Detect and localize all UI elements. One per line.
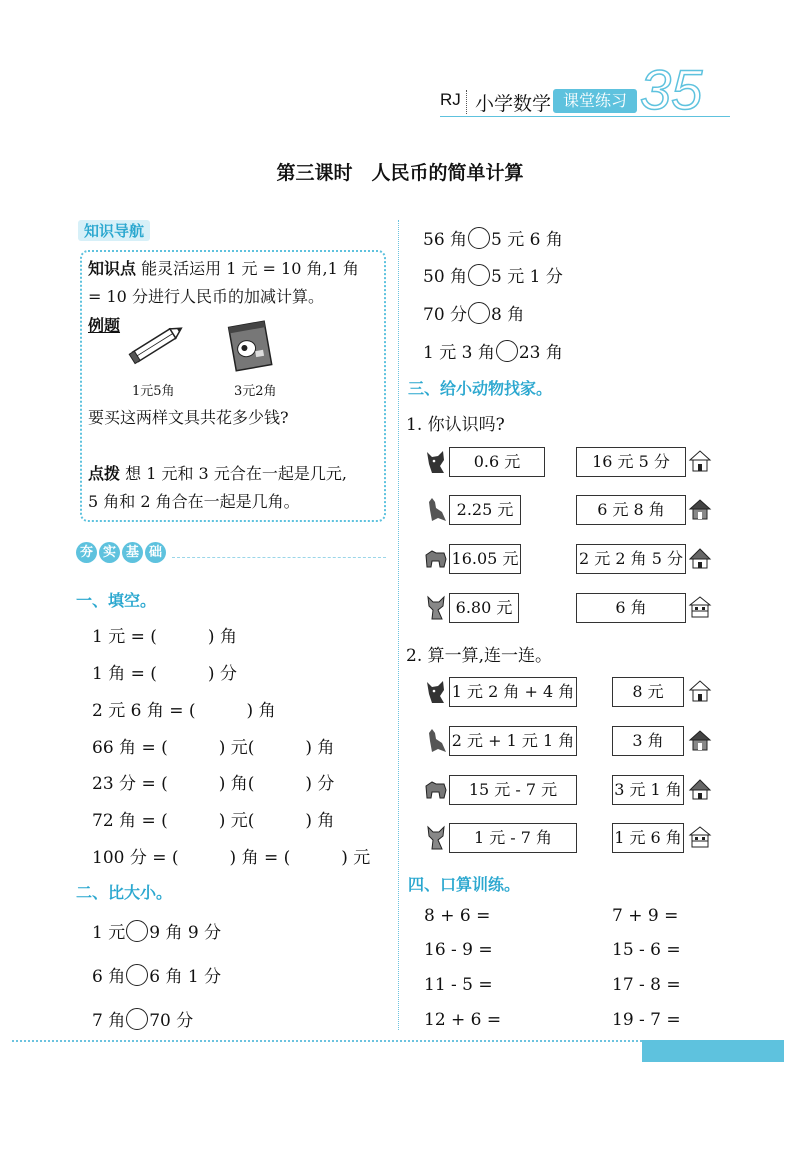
calc-item: 8 + 6 = bbox=[424, 906, 491, 926]
q2-left-box[interactable]: 1 元 - 7 角 bbox=[449, 823, 577, 853]
compare-circle[interactable] bbox=[468, 264, 490, 286]
example-question: 要买这两样文具共花多少钱? bbox=[88, 408, 289, 427]
compare-right: 6 角 1 分 bbox=[149, 967, 222, 987]
q2-right-box[interactable]: 1 元 6 角 bbox=[612, 823, 684, 853]
hint-line1 bbox=[88, 461, 347, 487]
q2-title: 2. 算一算,连一连。 bbox=[406, 646, 553, 666]
banner-char: 实 bbox=[99, 542, 120, 563]
house-icon bbox=[688, 777, 712, 801]
dog-icon bbox=[424, 776, 448, 802]
header-separator bbox=[466, 90, 467, 114]
fill-item: 66 角 = ( ) 元( ) 角 bbox=[92, 738, 335, 758]
column-divider bbox=[398, 220, 399, 1030]
compare-item bbox=[423, 338, 563, 363]
compare-circle[interactable] bbox=[468, 302, 490, 324]
dog-icon bbox=[424, 545, 448, 571]
q1-right-box[interactable]: 6 角 bbox=[576, 593, 686, 623]
hint-head: 点拨 bbox=[88, 464, 121, 483]
q1-right-box[interactable]: 2 元 2 角 5 分 bbox=[576, 544, 686, 574]
compare-circle[interactable] bbox=[126, 1008, 148, 1030]
banner-rule bbox=[172, 557, 386, 558]
compare-circle[interactable] bbox=[126, 920, 148, 942]
fox-icon bbox=[424, 594, 448, 620]
fill-item: 100 分 = ( ) 角 = ( ) 元 bbox=[92, 848, 371, 868]
header-badge: 课堂练习 bbox=[553, 89, 637, 113]
q1-left-box[interactable]: 0.6 元 bbox=[449, 447, 545, 477]
house-icon bbox=[688, 595, 712, 619]
hint-text1: 想 1 元和 3 元合在一起是几元, bbox=[125, 464, 347, 483]
fill-item: 2 元 6 角 = ( ) 角 bbox=[92, 701, 276, 721]
q1-left-box[interactable]: 2.25 元 bbox=[449, 495, 521, 525]
header-rule bbox=[440, 116, 730, 117]
compare-item bbox=[423, 225, 563, 250]
page-number: 35 bbox=[640, 58, 703, 121]
compare-circle[interactable] bbox=[496, 340, 518, 362]
q1-left-box[interactable]: 6.80 元 bbox=[449, 593, 519, 623]
fill-item: 72 角 = ( ) 元( ) 角 bbox=[92, 811, 335, 831]
house-icon bbox=[688, 497, 712, 521]
header-subject: 小学数学 bbox=[475, 93, 552, 115]
banner-char: 础 bbox=[145, 542, 166, 563]
knowledge-point-text1: 能灵活运用 1 元 = 10 角,1 角 bbox=[141, 259, 359, 278]
house-icon bbox=[688, 679, 712, 703]
banner-char: 基 bbox=[122, 542, 143, 563]
compare-left: 7 角 bbox=[92, 1011, 126, 1031]
calc-item: 16 - 9 = bbox=[424, 940, 493, 960]
compare-right: 23 角 bbox=[518, 343, 563, 363]
kangaroo-icon bbox=[424, 727, 448, 753]
page-title: 第三课时 人民币的简单计算 bbox=[276, 162, 524, 184]
compare-circle[interactable] bbox=[468, 227, 490, 249]
compare-right: 70 分 bbox=[149, 1011, 194, 1031]
knowledge-label: 知识导航 bbox=[78, 220, 150, 241]
q2-right-box[interactable]: 3 角 bbox=[612, 726, 684, 756]
q2-left-box[interactable]: 15 元 - 7 元 bbox=[449, 775, 577, 805]
compare-right: 9 角 9 分 bbox=[149, 923, 222, 943]
compare-right: 5 元 1 分 bbox=[491, 267, 563, 287]
knowledge-point-head: 知识点 bbox=[88, 259, 137, 278]
q2-right-box[interactable]: 3 元 1 角 bbox=[612, 775, 684, 805]
compare-right: 8 角 bbox=[491, 305, 525, 325]
compare-item bbox=[92, 962, 221, 987]
compare-left: 1 元 bbox=[92, 923, 126, 943]
price-notebook: 3元2角 bbox=[234, 384, 277, 399]
compare-circle[interactable] bbox=[126, 964, 148, 986]
fox-icon bbox=[424, 824, 448, 850]
banner-char: 夯 bbox=[76, 542, 97, 563]
footer-bar bbox=[642, 1040, 784, 1062]
notebook-icon bbox=[226, 318, 274, 372]
compare-left: 50 角 bbox=[423, 267, 468, 287]
knowledge-point-text2: = 10 分进行人民币的加减计算。 bbox=[88, 287, 324, 306]
house-icon bbox=[688, 546, 712, 570]
calc-item: 15 - 6 = bbox=[612, 940, 681, 960]
house-icon bbox=[688, 728, 712, 752]
compare-left: 6 角 bbox=[92, 967, 126, 987]
fill-item: 1 元 = ( ) 角 bbox=[92, 627, 237, 647]
price-pencil: 1元5角 bbox=[132, 384, 175, 399]
calc-item: 12 + 6 = bbox=[424, 1010, 502, 1030]
calc-item: 11 - 5 = bbox=[424, 975, 493, 995]
q1-left-box[interactable]: 16.05 元 bbox=[449, 544, 521, 574]
knowledge-point-line1 bbox=[88, 256, 359, 282]
section1-title: 一、填空。 bbox=[76, 591, 157, 610]
header-rj: RJ bbox=[440, 90, 461, 109]
fill-item: 23 分 = ( ) 角( ) 分 bbox=[92, 774, 335, 794]
q1-text: 1. 你认识吗? bbox=[406, 415, 505, 435]
calc-item: 17 - 8 = bbox=[612, 975, 681, 995]
q1-title bbox=[406, 410, 505, 435]
compare-item bbox=[92, 1006, 193, 1031]
calc-item: 19 - 7 = bbox=[612, 1010, 681, 1030]
q2-right-box[interactable]: 8 元 bbox=[612, 677, 684, 707]
compare-item bbox=[423, 262, 563, 287]
section2-title: 二、比大小。 bbox=[76, 883, 173, 902]
house-icon bbox=[688, 825, 712, 849]
fill-item: 1 角 = ( ) 分 bbox=[92, 664, 237, 684]
house-icon bbox=[688, 449, 712, 473]
section3-title: 三、给小动物找家。 bbox=[408, 379, 553, 398]
q1-right-box[interactable]: 16 元 5 分 bbox=[576, 447, 686, 477]
compare-left: 1 元 3 角 bbox=[423, 343, 495, 363]
compare-left: 56 角 bbox=[423, 230, 468, 250]
footer-rule bbox=[12, 1040, 642, 1042]
example-head: 例题 bbox=[88, 316, 121, 335]
section-banner bbox=[76, 542, 166, 564]
section4-title: 四、口算训练。 bbox=[408, 875, 521, 894]
cat-icon bbox=[424, 678, 448, 704]
compare-item bbox=[92, 918, 221, 943]
q1-right-box[interactable]: 6 元 8 角 bbox=[576, 495, 686, 525]
q2-left-box[interactable]: 2 元 + 1 元 1 角 bbox=[449, 726, 577, 756]
compare-left: 70 分 bbox=[423, 305, 468, 325]
compare-right: 5 元 6 角 bbox=[491, 230, 563, 250]
cat-icon bbox=[424, 448, 448, 474]
calc-item: 7 + 9 = bbox=[612, 906, 679, 926]
kangaroo-icon bbox=[424, 496, 448, 522]
pencil-icon bbox=[126, 322, 188, 366]
hint-text2: 5 角和 2 角合在一起是几角。 bbox=[88, 492, 300, 511]
compare-item bbox=[423, 300, 524, 325]
q2-left-box[interactable]: 1 元 2 角 + 4 角 bbox=[449, 677, 577, 707]
